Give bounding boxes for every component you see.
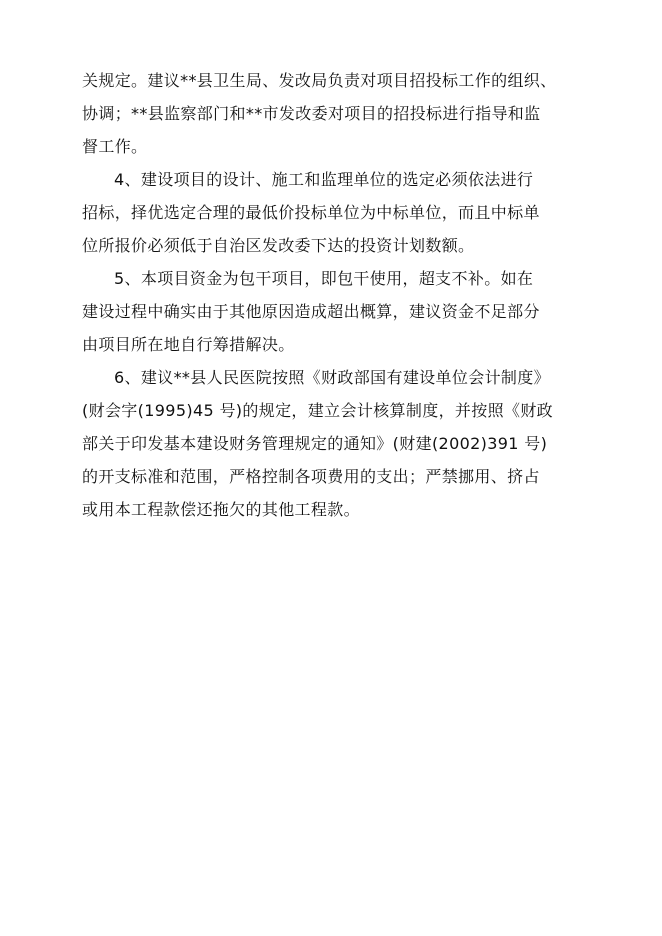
paragraph-item-4 bbox=[82, 163, 582, 262]
paragraph-first-line: 5、本项目资金为包干项目，即包干使用，超支不补。如在 bbox=[114, 269, 534, 288]
paragraph-line: 协调；**县监察部门和**市发改委对项目的招投标进行指导和监 bbox=[82, 104, 541, 123]
paragraph-first-line: 4、建设项目的设计、施工和监理单位的选定必须依法进行 bbox=[114, 170, 534, 189]
paragraph-line: 建设过程中确实由于其他原因造成超出概算，建议资金不足部分 bbox=[82, 302, 540, 321]
paragraph-line: 的开支标准和范围，严格控制各项费用的支出；严禁挪用、挤占 bbox=[82, 467, 540, 486]
paragraph-line: 或用本工程款偿还拖欠的其他工程款。 bbox=[82, 500, 360, 519]
paragraph-line: 关规定。建议**县卫生局、发改局负责对项目招投标工作的组织、 bbox=[82, 71, 557, 90]
document-body bbox=[82, 64, 582, 526]
paragraph-item-5 bbox=[82, 262, 582, 361]
paragraph-line: 部关于印发基本建设财务管理规定的通知》(财建(2002)391 号) bbox=[82, 434, 548, 453]
paragraph-line: (财会字(1995)45 号)的规定，建立会计核算制度，并按照《财政 bbox=[82, 401, 554, 420]
paragraph-item-6 bbox=[82, 361, 582, 526]
paragraph-first-line: 6、建议**县人民医院按照《财政部国有建设单位会计制度》 bbox=[114, 368, 550, 387]
paragraph-line: 督工作。 bbox=[82, 137, 148, 156]
paragraph-line: 招标，择优选定合理的最低价投标单位为中标单位，而且中标单 bbox=[82, 203, 540, 222]
paragraph-line: 位所报价必须低于自治区发改委下达的投资计划数额。 bbox=[82, 236, 475, 255]
paragraph-line: 由项目所在地自行筹措解决。 bbox=[82, 335, 295, 354]
paragraph-continuation bbox=[82, 64, 582, 163]
